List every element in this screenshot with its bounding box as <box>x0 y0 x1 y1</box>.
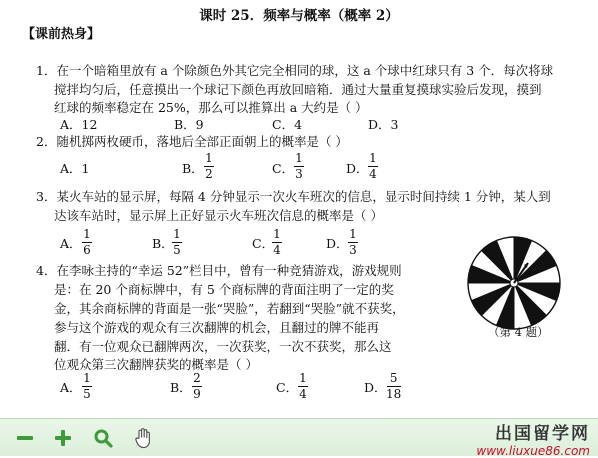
q2-option-c-fraction: 1 3 <box>295 151 303 181</box>
q4-option-b-fraction: 2 9 <box>193 371 201 401</box>
q4-line3: 金，其余商标牌的背面是一张“哭脸”，若翻到“哭脸”就不获奖， <box>54 301 405 316</box>
hand-icon <box>133 427 153 449</box>
q2-option-a: A．1 <box>60 161 90 176</box>
q4-option-a-fraction: 1 5 <box>83 371 91 401</box>
q2-option-c-label: C． <box>272 161 295 176</box>
q2-option-d-fraction: 1 4 <box>369 151 377 181</box>
section-heading: 【课前热身】 <box>22 27 101 42</box>
spinner-wheel-figure <box>464 233 564 333</box>
page-title: 课时 25．频率与概率（概率 2） <box>199 8 399 24</box>
q1-option-c: C．4 <box>272 117 303 132</box>
q4-option-d-fraction: 5 18 <box>386 371 402 401</box>
q1-line1: 1．在一个暗箱里放有 a 个除颜色外其它完全相同的球，这 a 个球中红球只有 3 个．每次将球 <box>36 63 554 78</box>
q1-option-b: B．9 <box>174 117 204 132</box>
q4-option-a-label: A． <box>60 380 82 395</box>
search-button[interactable] <box>90 425 116 451</box>
brand-url: www.liuxue86.com <box>476 444 590 458</box>
zoom-out-icon <box>15 428 35 448</box>
q4-option-c-fraction: 1 4 <box>299 371 307 401</box>
brand-name: 出国留学网 <box>495 424 590 444</box>
q1-option-d: D．3 <box>368 117 399 132</box>
q4-line2: 是：在 20 个商标牌中，有 5 个商标牌的背面注明了一定的奖 <box>54 282 394 297</box>
zoom-in-icon <box>53 428 73 448</box>
pan-hand-button[interactable] <box>130 425 156 451</box>
q3-option-b-label: B． <box>152 236 174 251</box>
q3-option-c-fraction: 1 4 <box>273 227 281 257</box>
q1-line3: 红球的频率稳定在 25%，那么可以推算出 a 大约是（ ） <box>54 100 368 115</box>
zoom-out-button[interactable] <box>12 425 38 451</box>
search-icon <box>93 428 113 448</box>
zoom-in-button[interactable] <box>50 425 76 451</box>
q3-option-c-label: C． <box>252 236 275 251</box>
q3-option-b-fraction: 1 5 <box>173 227 181 257</box>
q1-line2: 搅拌均匀后，任意摸出一个球记下颜色再放回暗箱．通过大量重复摸球实验后发现，摸到 <box>54 82 542 97</box>
q4-line5: 翻．有一位观众已翻牌两次，一次获奖，一次不获奖，那么这 <box>54 339 392 354</box>
q2-option-b-label: B． <box>182 161 204 176</box>
figure-caption: （第 4 题） <box>488 325 549 339</box>
q3-line1: 3．某火车站的显示屏，每隔 4 分钟显示一次火车班次的信息，显示时间持续 1 分钟，某人到 <box>36 189 551 204</box>
brand-watermark <box>476 419 590 458</box>
q1-option-a: A．12 <box>60 117 98 132</box>
q2-option-b-fraction: 1 2 <box>205 151 213 181</box>
q4-option-b-label: B． <box>170 380 192 395</box>
q4-line6: 位观众第三次翻牌获奖的概率是（ ） <box>54 357 258 372</box>
q2-option-d-label: D． <box>346 161 369 176</box>
q3-option-a-fraction: 1 6 <box>83 227 91 257</box>
q4-line1: 4．在李咏主持的“幸运 52”栏目中，曾有一种竞猜游戏，游戏规则 <box>36 263 402 278</box>
q2-stem: 2．随机掷两枚硬币，落地后全部正面朝上的概率是（ ） <box>36 134 348 149</box>
q4-option-d-label: D． <box>364 380 387 395</box>
q3-option-d-label: D． <box>326 236 349 251</box>
q3-line2: 达该车站时，显示屏上正好显示火车班次信息的概率是（ ） <box>54 208 383 223</box>
q4-line4: 参与这个游戏的观众有三次翻牌的机会，且翻过的牌不能再 <box>54 320 380 335</box>
q3-option-a-label: A． <box>60 236 82 251</box>
q4-option-c-label: C． <box>276 380 299 395</box>
q3-option-d-fraction: 1 3 <box>349 227 357 257</box>
